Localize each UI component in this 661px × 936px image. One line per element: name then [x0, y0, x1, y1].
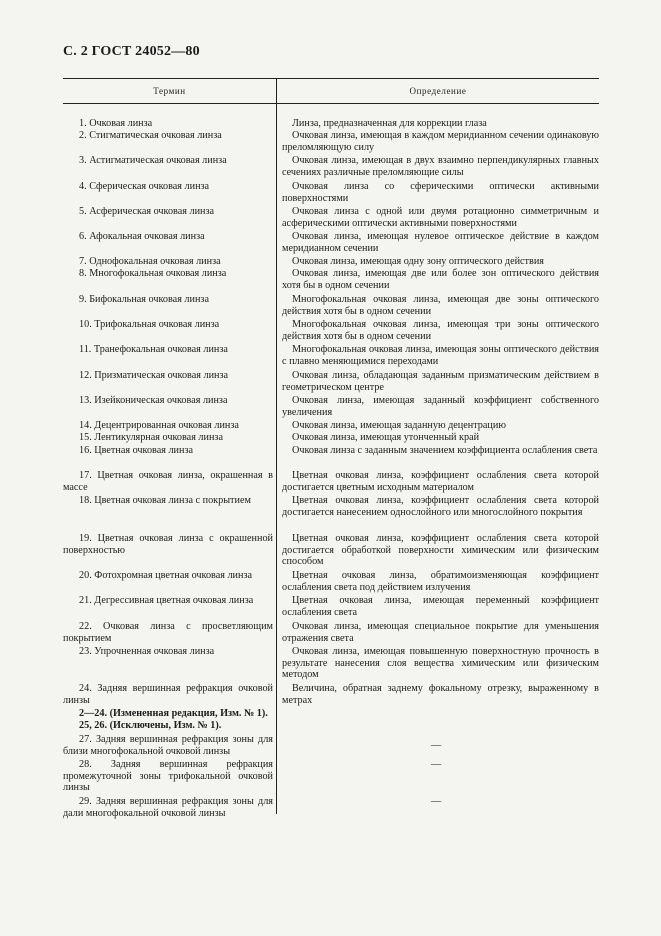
term-cell: 24. Задняя вершинная рефракция очковой линзы [63, 683, 273, 706]
column-header-term: Термин [153, 86, 186, 96]
definition-cell: Многофокальная очковая линза, имеющая зоны оптического действия с плавно меняющимися переходами [282, 344, 599, 367]
definition-cell: Очковая линза, имеющая заданную децентрацию [292, 420, 506, 431]
definition-cell: Линза, предназначенная для коррекции глаза [292, 118, 487, 129]
term-cell: 22. Очковая линза с просветляющим покрытием [63, 621, 273, 644]
definition-cell: Очковая линза, имеющая повышенную поверхностную прочность в результате нанесения слоя вещества химическим или физическим методом [282, 646, 599, 680]
definition-cell: Очковая линза с одной или двумя ротационно симметричным и асферическими оптически активными поверхностями [282, 206, 599, 229]
definition-cell: Очковая линза со сферическими оптически активными поверхностями [282, 181, 599, 204]
definition-cell: Очковая линза, имеющая одну зону оптического действия [292, 256, 544, 267]
term-cell: 8. Многофокальная очковая линза [79, 268, 227, 279]
definition-cell: Цветная очковая линза, коэффициент ослабления света которой достигается обработкой поверхности химическим или физическим способом [282, 533, 599, 567]
term-cell: 16. Цветная очковая линза [79, 445, 194, 456]
term-cell: 1. Очковая линза [79, 118, 153, 129]
term-cell: 2. Стигматическая очковая линза [79, 130, 222, 141]
definition-cell: Очковая линза, обладающая заданным призматическим действием в геометрическом центре [282, 370, 599, 393]
term-cell: 29. Задняя вершинная рефракция зоны для дали многофокальной очковой линзы [63, 796, 273, 819]
definition-cell: Величина, обратная заднему фокальному отрезку, выраженному в метрах [282, 683, 599, 706]
definition-cell: Очковая линза с заданным значением коэффициента ослабления света [292, 445, 598, 456]
term-cell: 15. Лентикулярная очковая линза [79, 432, 223, 443]
definition-cell: Многофокальная очковая линза, имеющая три зоны оптического действия хотя бы в одном сечении [282, 319, 599, 342]
definition-cell: Цветная очковая линза, обратимоизменяющая коэффициент ослабления света под действием излучения [282, 570, 599, 593]
amendment-note: 2—24. (Измененная редакция, Изм. № 1). [79, 708, 268, 719]
term-cell: 11. Транефокальная очковая линза [79, 344, 228, 355]
definition-cell: Очковая линза, имеющая две или более зон оптического действия хотя бы в одном сечении [282, 268, 599, 291]
definition-cell: — [431, 740, 442, 751]
term-cell: 18. Цветная очковая линза с покрытием [79, 495, 251, 506]
definition-cell: Многофокальная очковая линза, имеющая две зоны оптического действия хотя бы в одном сечении [282, 294, 599, 317]
definition-cell: — [431, 796, 442, 807]
definition-cell: Очковая линза, имеющая в каждом меридианном сечении одинаковую преломляющую силу [282, 130, 599, 153]
term-cell: 14. Децентрированная очковая линза [79, 420, 239, 431]
term-cell: 12. Призматическая очковая линза [79, 370, 229, 381]
definition-cell: Очковая линза, имеющая специальное покрытие для уменьшения отражения света [282, 621, 599, 644]
definition-cell: Очковая линза, имеющая в двух взаимно перпендикулярных главных сечениях различные преломляющие силы [282, 155, 599, 178]
term-cell: 23. Упрочненная очковая линза [79, 646, 215, 657]
term-cell: 7. Однофокальная очковая линза [79, 256, 221, 267]
term-cell: 6. Афокальная очковая линза [79, 231, 205, 242]
definition-cell: Цветная очковая линза, коэффициент ослабления света которой достигается цветным исходным материалом [282, 470, 599, 493]
term-cell: 4. Сферическая очковая линза [79, 181, 210, 192]
definition-cell: Очковая линза, имеющая утонченный край [292, 432, 480, 443]
terms-table [63, 78, 599, 819]
definition-cell: Очковая линза, имеющая нулевое оптическое действие в каждом меридианном сечении [282, 231, 599, 254]
term-cell: 20. Фотохромная цветная очковая линза [79, 570, 253, 581]
definition-cell: Цветная очковая линза, имеющая переменный коэффициент ослабления света [282, 595, 599, 618]
term-cell: 21. Дегрессивная цветная очковая линза [79, 595, 254, 606]
term-cell: 17. Цветная очковая линза, окрашенная в массе [63, 470, 273, 493]
definition-cell: Очковая линза, имеющая заданный коэффициент собственного увеличения [282, 395, 599, 418]
term-cell: 10. Трифокальная очковая линза [79, 319, 220, 330]
excluded-note: 25, 26. (Исключены, Изм. № 1). [79, 720, 222, 731]
definition-cell: Цветная очковая линза, коэффициент ослабления света которой достигается нанесением однослойного или многослойного покрытия [282, 495, 599, 518]
column-divider [276, 102, 277, 814]
term-cell: 5. Асферическая очковая линза [79, 206, 215, 217]
definition-cell: — [431, 759, 442, 770]
page-header: С. 2 ГОСТ 24052—80 [63, 44, 200, 59]
table-column-headers [63, 79, 599, 104]
column-header-definition: Определение [276, 79, 599, 103]
term-cell: 3. Астигматическая очковая линза [79, 155, 227, 166]
term-cell: 19. Цветная очковая линза с окрашенной поверхностью [63, 533, 273, 556]
term-cell: 13. Изейконическая очковая линза [79, 395, 228, 406]
term-cell: 28. Задняя вершинная рефракция промежуточной зоны трифокальной очковой линзы [63, 759, 273, 793]
term-cell: 9. Бифокальная очковая линза [79, 294, 209, 305]
term-cell: 27. Задняя вершинная рефракция зоны для близи многофокальной очковой линзы [63, 734, 273, 757]
